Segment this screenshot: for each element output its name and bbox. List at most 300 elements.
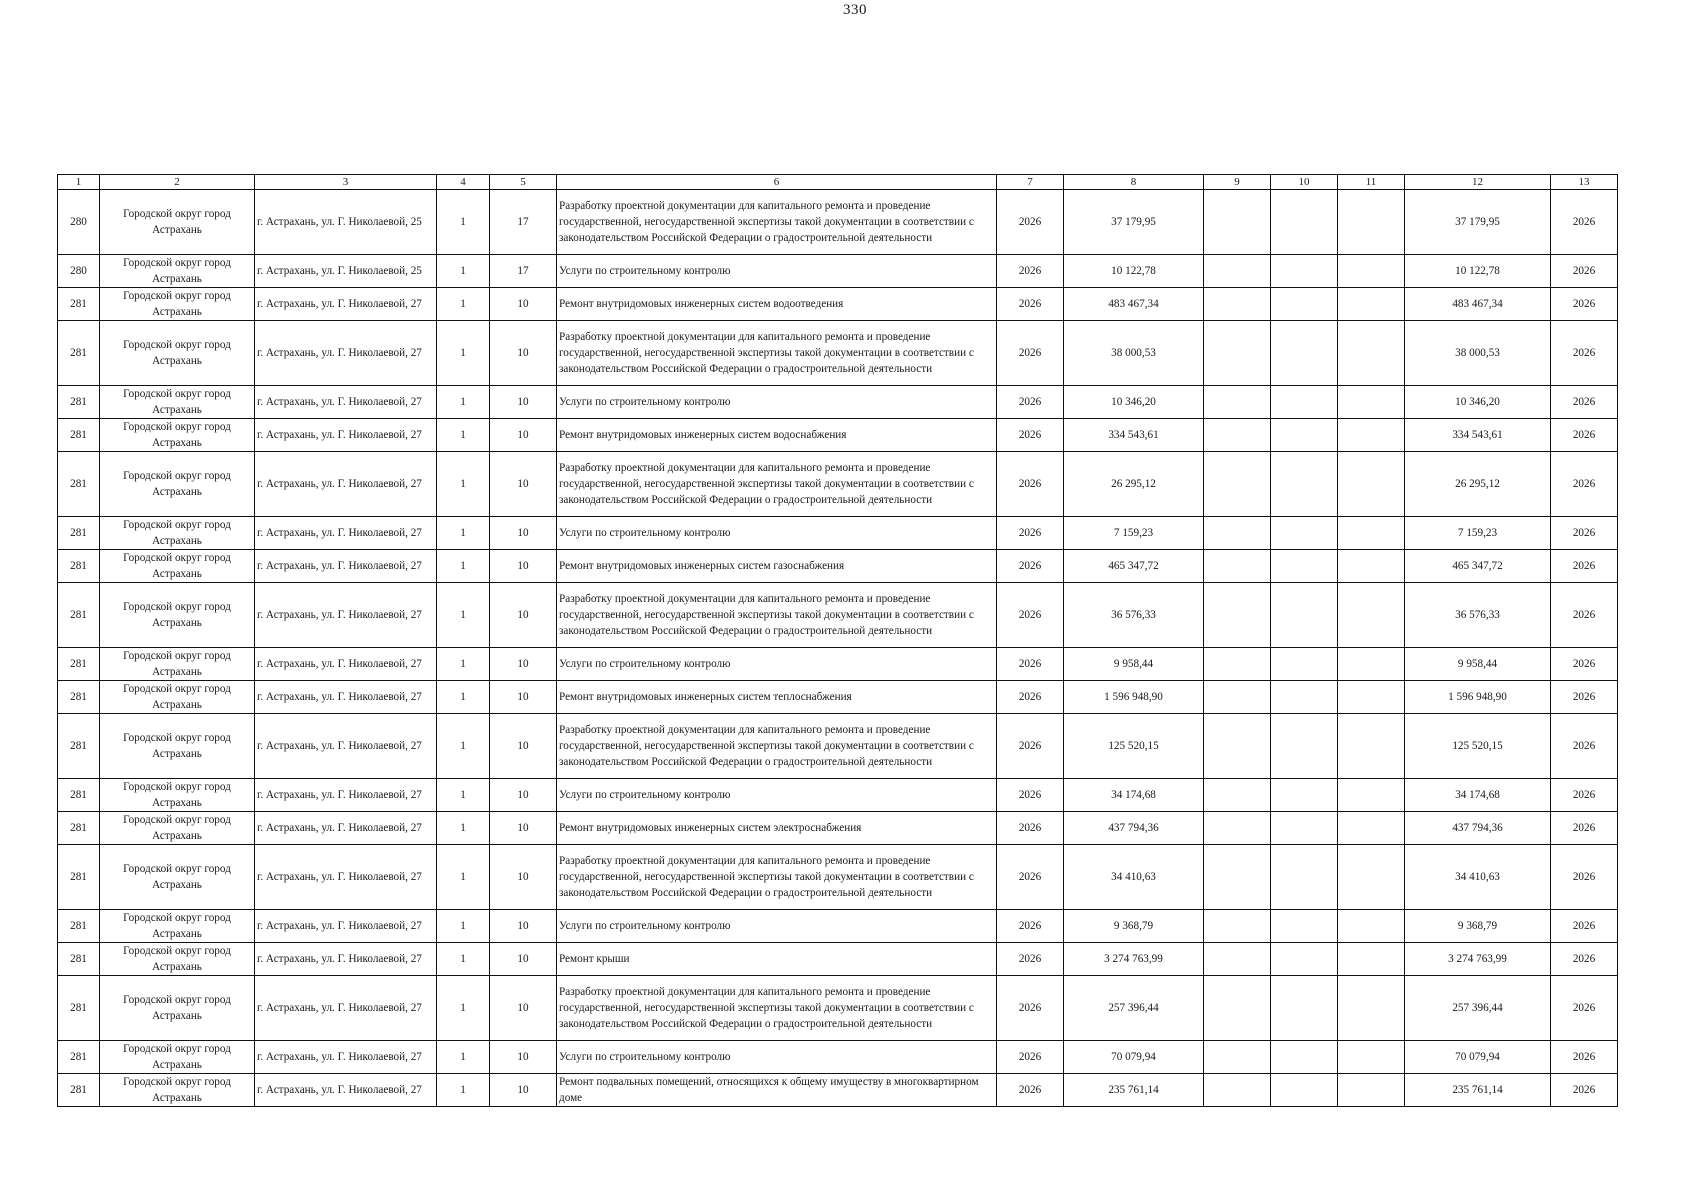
total-cost-cell: 34 174,68	[1405, 779, 1551, 812]
row-number: 281	[58, 714, 100, 779]
column-10-cell	[1271, 517, 1338, 550]
column-11-cell	[1338, 845, 1405, 910]
column-4-cell: 1	[437, 812, 490, 845]
column-4-cell: 1	[437, 648, 490, 681]
column-9-cell	[1204, 190, 1271, 255]
column-11-cell	[1338, 910, 1405, 943]
column-9-cell	[1204, 976, 1271, 1041]
year-cell: 2026	[997, 517, 1064, 550]
completion-year-cell: 2026	[1551, 583, 1618, 648]
row-number: 281	[58, 321, 100, 386]
table-row	[58, 681, 1618, 714]
work-type-cell: Услуги по строительному контролю	[557, 1041, 997, 1074]
column-9-cell	[1204, 419, 1271, 452]
municipality-cell: Городской округ город Астрахань	[100, 714, 255, 779]
total-cost-cell: 9 368,79	[1405, 910, 1551, 943]
column-5-cell: 10	[490, 321, 557, 386]
row-number: 281	[58, 550, 100, 583]
column-number-row	[58, 175, 1618, 190]
year-cell: 2026	[997, 419, 1064, 452]
table-row	[58, 910, 1618, 943]
completion-year-cell: 2026	[1551, 517, 1618, 550]
column-11-cell	[1338, 288, 1405, 321]
year-cell: 2026	[997, 943, 1064, 976]
completion-year-cell: 2026	[1551, 1041, 1618, 1074]
column-number-10: 10	[1271, 175, 1338, 190]
total-cost-cell: 483 467,34	[1405, 288, 1551, 321]
column-11-cell	[1338, 419, 1405, 452]
work-type-cell: Разработку проектной документации для капитального ремонта и проведение государственной, негосударственной экспертизы такой документации в соответствии с законодательством Российской Федерации о градостроительной деятельности	[557, 845, 997, 910]
year-cell: 2026	[997, 452, 1064, 517]
column-5-cell: 10	[490, 779, 557, 812]
completion-year-cell: 2026	[1551, 1074, 1618, 1107]
column-4-cell: 1	[437, 714, 490, 779]
column-4-cell: 1	[437, 976, 490, 1041]
column-9-cell	[1204, 1074, 1271, 1107]
table-row	[58, 779, 1618, 812]
completion-year-cell: 2026	[1551, 943, 1618, 976]
column-11-cell	[1338, 550, 1405, 583]
cost-cell: 9 958,44	[1064, 648, 1204, 681]
address-cell: г. Астрахань, ул. Г. Николаевой, 27	[255, 1041, 437, 1074]
table-row	[58, 648, 1618, 681]
column-5-cell: 10	[490, 452, 557, 517]
column-11-cell	[1338, 714, 1405, 779]
column-number-2: 2	[100, 175, 255, 190]
municipality-cell: Городской округ город Астрахань	[100, 845, 255, 910]
cost-cell: 10 346,20	[1064, 386, 1204, 419]
column-number-11: 11	[1338, 175, 1405, 190]
municipality-cell: Городской округ город Астрахань	[100, 419, 255, 452]
column-10-cell	[1271, 190, 1338, 255]
cost-cell: 437 794,36	[1064, 812, 1204, 845]
total-cost-cell: 235 761,14	[1405, 1074, 1551, 1107]
completion-year-cell: 2026	[1551, 288, 1618, 321]
address-cell: г. Астрахань, ул. Г. Николаевой, 27	[255, 976, 437, 1041]
year-cell: 2026	[997, 910, 1064, 943]
total-cost-cell: 37 179,95	[1405, 190, 1551, 255]
row-number: 281	[58, 648, 100, 681]
work-type-cell: Услуги по строительному контролю	[557, 386, 997, 419]
column-5-cell: 17	[490, 190, 557, 255]
municipality-cell: Городской округ город Астрахань	[100, 976, 255, 1041]
column-number-1: 1	[58, 175, 100, 190]
address-cell: г. Астрахань, ул. Г. Николаевой, 27	[255, 583, 437, 648]
municipality-cell: Городской округ город Астрахань	[100, 1074, 255, 1107]
column-5-cell: 10	[490, 648, 557, 681]
work-type-cell: Ремонт внутридомовых инженерных систем теплоснабжения	[557, 681, 997, 714]
completion-year-cell: 2026	[1551, 255, 1618, 288]
municipality-cell: Городской округ город Астрахань	[100, 517, 255, 550]
table-row	[58, 255, 1618, 288]
row-number: 281	[58, 681, 100, 714]
column-4-cell: 1	[437, 1041, 490, 1074]
year-cell: 2026	[997, 1074, 1064, 1107]
cost-cell: 38 000,53	[1064, 321, 1204, 386]
completion-year-cell: 2026	[1551, 321, 1618, 386]
total-cost-cell: 437 794,36	[1405, 812, 1551, 845]
column-number-12: 12	[1405, 175, 1551, 190]
work-type-cell: Разработку проектной документации для капитального ремонта и проведение государственной, негосударственной экспертизы такой документации в соответствии с законодательством Российской Федерации о градостроительной деятельности	[557, 583, 997, 648]
column-9-cell	[1204, 812, 1271, 845]
completion-year-cell: 2026	[1551, 714, 1618, 779]
column-10-cell	[1271, 943, 1338, 976]
column-10-cell	[1271, 812, 1338, 845]
column-10-cell	[1271, 386, 1338, 419]
address-cell: г. Астрахань, ул. Г. Николаевой, 25	[255, 190, 437, 255]
column-10-cell	[1271, 288, 1338, 321]
column-number-9: 9	[1204, 175, 1271, 190]
year-cell: 2026	[997, 648, 1064, 681]
address-cell: г. Астрахань, ул. Г. Николаевой, 27	[255, 812, 437, 845]
column-9-cell	[1204, 1041, 1271, 1074]
column-4-cell: 1	[437, 517, 490, 550]
cost-cell: 483 467,34	[1064, 288, 1204, 321]
column-5-cell: 17	[490, 255, 557, 288]
column-11-cell	[1338, 190, 1405, 255]
completion-year-cell: 2026	[1551, 812, 1618, 845]
cost-cell: 36 576,33	[1064, 583, 1204, 648]
row-number: 281	[58, 910, 100, 943]
column-10-cell	[1271, 452, 1338, 517]
total-cost-cell: 257 396,44	[1405, 976, 1551, 1041]
completion-year-cell: 2026	[1551, 648, 1618, 681]
address-cell: г. Астрахань, ул. Г. Николаевой, 27	[255, 517, 437, 550]
table-row	[58, 386, 1618, 419]
column-9-cell	[1204, 779, 1271, 812]
municipality-cell: Городской округ город Астрахань	[100, 288, 255, 321]
column-9-cell	[1204, 321, 1271, 386]
municipality-cell: Городской округ город Астрахань	[100, 386, 255, 419]
column-5-cell: 10	[490, 1074, 557, 1107]
column-4-cell: 1	[437, 550, 490, 583]
table-row	[58, 812, 1618, 845]
municipality-cell: Городской округ город Астрахань	[100, 681, 255, 714]
column-11-cell	[1338, 648, 1405, 681]
column-11-cell	[1338, 1041, 1405, 1074]
row-number: 281	[58, 583, 100, 648]
column-9-cell	[1204, 845, 1271, 910]
completion-year-cell: 2026	[1551, 976, 1618, 1041]
row-number: 280	[58, 255, 100, 288]
column-9-cell	[1204, 288, 1271, 321]
total-cost-cell: 26 295,12	[1405, 452, 1551, 517]
address-cell: г. Астрахань, ул. Г. Николаевой, 27	[255, 943, 437, 976]
year-cell: 2026	[997, 321, 1064, 386]
column-10-cell	[1271, 419, 1338, 452]
municipality-cell: Городской округ город Астрахань	[100, 943, 255, 976]
work-type-cell: Услуги по строительному контролю	[557, 517, 997, 550]
column-10-cell	[1271, 845, 1338, 910]
column-number-3: 3	[255, 175, 437, 190]
work-type-cell: Ремонт внутридомовых инженерных систем водоотведения	[557, 288, 997, 321]
work-type-cell: Услуги по строительному контролю	[557, 255, 997, 288]
column-11-cell	[1338, 583, 1405, 648]
column-number-5: 5	[490, 175, 557, 190]
column-10-cell	[1271, 1074, 1338, 1107]
work-type-cell: Услуги по строительному контролю	[557, 910, 997, 943]
year-cell: 2026	[997, 190, 1064, 255]
work-type-cell: Разработку проектной документации для капитального ремонта и проведение государственной, негосударственной экспертизы такой документации в соответствии с законодательством Российской Федерации о градостроительной деятельности	[557, 452, 997, 517]
work-type-cell: Ремонт крыши	[557, 943, 997, 976]
table-row	[58, 943, 1618, 976]
cost-cell: 10 122,78	[1064, 255, 1204, 288]
cost-cell: 9 368,79	[1064, 910, 1204, 943]
column-4-cell: 1	[437, 190, 490, 255]
cost-cell: 235 761,14	[1064, 1074, 1204, 1107]
table-row	[58, 190, 1618, 255]
column-5-cell: 10	[490, 550, 557, 583]
column-9-cell	[1204, 583, 1271, 648]
cost-cell: 7 159,23	[1064, 517, 1204, 550]
address-cell: г. Астрахань, ул. Г. Николаевой, 27	[255, 288, 437, 321]
municipality-cell: Городской округ город Астрахань	[100, 255, 255, 288]
column-10-cell	[1271, 321, 1338, 386]
column-5-cell: 10	[490, 583, 557, 648]
row-number: 281	[58, 845, 100, 910]
completion-year-cell: 2026	[1551, 452, 1618, 517]
column-11-cell	[1338, 255, 1405, 288]
row-number: 281	[58, 288, 100, 321]
municipality-cell: Городской округ город Астрахань	[100, 648, 255, 681]
address-cell: г. Астрахань, ул. Г. Николаевой, 25	[255, 255, 437, 288]
column-10-cell	[1271, 255, 1338, 288]
table-row	[58, 845, 1618, 910]
column-11-cell	[1338, 681, 1405, 714]
column-4-cell: 1	[437, 845, 490, 910]
table-row	[58, 288, 1618, 321]
year-cell: 2026	[997, 681, 1064, 714]
total-cost-cell: 465 347,72	[1405, 550, 1551, 583]
municipality-cell: Городской округ город Астрахань	[100, 1041, 255, 1074]
cost-cell: 257 396,44	[1064, 976, 1204, 1041]
column-9-cell	[1204, 386, 1271, 419]
column-9-cell	[1204, 714, 1271, 779]
column-9-cell	[1204, 648, 1271, 681]
cost-cell: 334 543,61	[1064, 419, 1204, 452]
column-9-cell	[1204, 255, 1271, 288]
column-10-cell	[1271, 714, 1338, 779]
total-cost-cell: 3 274 763,99	[1405, 943, 1551, 976]
column-5-cell: 10	[490, 976, 557, 1041]
table-row	[58, 714, 1618, 779]
table-row	[58, 1074, 1618, 1107]
address-cell: г. Астрахань, ул. Г. Николаевой, 27	[255, 845, 437, 910]
year-cell: 2026	[997, 779, 1064, 812]
column-4-cell: 1	[437, 943, 490, 976]
column-5-cell: 10	[490, 288, 557, 321]
completion-year-cell: 2026	[1551, 779, 1618, 812]
column-11-cell	[1338, 321, 1405, 386]
municipality-cell: Городской округ город Астрахань	[100, 550, 255, 583]
cost-cell: 34 410,63	[1064, 845, 1204, 910]
column-4-cell: 1	[437, 1074, 490, 1107]
column-10-cell	[1271, 1041, 1338, 1074]
table-row	[58, 550, 1618, 583]
row-number: 281	[58, 1074, 100, 1107]
total-cost-cell: 10 122,78	[1405, 255, 1551, 288]
column-11-cell	[1338, 812, 1405, 845]
table-body	[58, 190, 1618, 1107]
column-5-cell: 10	[490, 812, 557, 845]
table-row	[58, 419, 1618, 452]
total-cost-cell: 38 000,53	[1405, 321, 1551, 386]
column-9-cell	[1204, 943, 1271, 976]
total-cost-cell: 125 520,15	[1405, 714, 1551, 779]
address-cell: г. Астрахань, ул. Г. Николаевой, 27	[255, 1074, 437, 1107]
total-cost-cell: 334 543,61	[1405, 419, 1551, 452]
column-5-cell: 10	[490, 386, 557, 419]
municipality-cell: Городской округ город Астрахань	[100, 910, 255, 943]
address-cell: г. Астрахань, ул. Г. Николаевой, 27	[255, 714, 437, 779]
column-5-cell: 10	[490, 845, 557, 910]
municipality-cell: Городской округ город Астрахань	[100, 583, 255, 648]
total-cost-cell: 7 159,23	[1405, 517, 1551, 550]
column-4-cell: 1	[437, 681, 490, 714]
row-number: 281	[58, 943, 100, 976]
cost-cell: 3 274 763,99	[1064, 943, 1204, 976]
work-type-cell: Ремонт внутридомовых инженерных систем электроснабжения	[557, 812, 997, 845]
column-11-cell	[1338, 943, 1405, 976]
work-type-cell: Разработку проектной документации для капитального ремонта и проведение государственной, негосударственной экспертизы такой документации в соответствии с законодательством Российской Федерации о градостроительной деятельности	[557, 714, 997, 779]
work-type-cell: Разработку проектной документации для капитального ремонта и проведение государственной, негосударственной экспертизы такой документации в соответствии с законодательством Российской Федерации о градостроительной деятельности	[557, 190, 997, 255]
column-10-cell	[1271, 583, 1338, 648]
column-9-cell	[1204, 681, 1271, 714]
cost-cell: 34 174,68	[1064, 779, 1204, 812]
total-cost-cell: 70 079,94	[1405, 1041, 1551, 1074]
column-5-cell: 10	[490, 1041, 557, 1074]
column-9-cell	[1204, 910, 1271, 943]
cost-cell: 26 295,12	[1064, 452, 1204, 517]
column-10-cell	[1271, 550, 1338, 583]
column-5-cell: 10	[490, 517, 557, 550]
year-cell: 2026	[997, 812, 1064, 845]
row-number: 281	[58, 779, 100, 812]
column-11-cell	[1338, 976, 1405, 1041]
address-cell: г. Астрахань, ул. Г. Николаевой, 27	[255, 681, 437, 714]
year-cell: 2026	[997, 976, 1064, 1041]
row-number: 281	[58, 419, 100, 452]
table-row	[58, 517, 1618, 550]
column-number-6: 6	[557, 175, 997, 190]
total-cost-cell: 36 576,33	[1405, 583, 1551, 648]
cost-cell: 465 347,72	[1064, 550, 1204, 583]
year-cell: 2026	[997, 583, 1064, 648]
work-type-cell: Услуги по строительному контролю	[557, 779, 997, 812]
column-4-cell: 1	[437, 288, 490, 321]
completion-year-cell: 2026	[1551, 550, 1618, 583]
completion-year-cell: 2026	[1551, 910, 1618, 943]
page-number: 330	[843, 2, 867, 18]
column-4-cell: 1	[437, 255, 490, 288]
column-9-cell	[1204, 517, 1271, 550]
municipality-cell: Городской округ город Астрахань	[100, 190, 255, 255]
cost-cell: 1 596 948,90	[1064, 681, 1204, 714]
municipality-cell: Городской округ город Астрахань	[100, 452, 255, 517]
column-number-4: 4	[437, 175, 490, 190]
column-10-cell	[1271, 910, 1338, 943]
column-4-cell: 1	[437, 583, 490, 648]
data-table	[57, 174, 1618, 1107]
address-cell: г. Астрахань, ул. Г. Николаевой, 27	[255, 386, 437, 419]
column-number-7: 7	[997, 175, 1064, 190]
table-row	[58, 583, 1618, 648]
work-type-cell: Ремонт подвальных помещений, относящихся к общему имуществу в многоквартирном доме	[557, 1074, 997, 1107]
column-5-cell: 10	[490, 681, 557, 714]
address-cell: г. Астрахань, ул. Г. Николаевой, 27	[255, 648, 437, 681]
column-11-cell	[1338, 452, 1405, 517]
column-4-cell: 1	[437, 452, 490, 517]
column-9-cell	[1204, 550, 1271, 583]
column-number-8: 8	[1064, 175, 1204, 190]
capital-repair-table	[57, 174, 1617, 1107]
row-number: 281	[58, 452, 100, 517]
address-cell: г. Астрахань, ул. Г. Николаевой, 27	[255, 550, 437, 583]
cost-cell: 37 179,95	[1064, 190, 1204, 255]
completion-year-cell: 2026	[1551, 190, 1618, 255]
work-type-cell: Разработку проектной документации для капитального ремонта и проведение государственной, негосударственной экспертизы такой документации в соответствии с законодательством Российской Федерации о градостроительной деятельности	[557, 321, 997, 386]
year-cell: 2026	[997, 386, 1064, 419]
row-number: 281	[58, 1041, 100, 1074]
row-number: 281	[58, 812, 100, 845]
year-cell: 2026	[997, 845, 1064, 910]
total-cost-cell: 34 410,63	[1405, 845, 1551, 910]
column-10-cell	[1271, 976, 1338, 1041]
column-4-cell: 1	[437, 779, 490, 812]
column-9-cell	[1204, 452, 1271, 517]
work-type-cell: Разработку проектной документации для капитального ремонта и проведение государственной, негосударственной экспертизы такой документации в соответствии с законодательством Российской Федерации о градостроительной деятельности	[557, 976, 997, 1041]
row-number: 280	[58, 190, 100, 255]
column-10-cell	[1271, 681, 1338, 714]
row-number: 281	[58, 386, 100, 419]
completion-year-cell: 2026	[1551, 681, 1618, 714]
column-10-cell	[1271, 648, 1338, 681]
work-type-cell: Услуги по строительному контролю	[557, 648, 997, 681]
year-cell: 2026	[997, 714, 1064, 779]
work-type-cell: Ремонт внутридомовых инженерных систем водоснабжения	[557, 419, 997, 452]
year-cell: 2026	[997, 288, 1064, 321]
year-cell: 2026	[997, 1041, 1064, 1074]
municipality-cell: Городской округ город Астрахань	[100, 779, 255, 812]
table-row	[58, 321, 1618, 386]
total-cost-cell: 10 346,20	[1405, 386, 1551, 419]
column-5-cell: 10	[490, 943, 557, 976]
column-5-cell: 10	[490, 910, 557, 943]
column-11-cell	[1338, 1074, 1405, 1107]
address-cell: г. Астрахань, ул. Г. Николаевой, 27	[255, 419, 437, 452]
address-cell: г. Астрахань, ул. Г. Николаевой, 27	[255, 779, 437, 812]
column-4-cell: 1	[437, 910, 490, 943]
total-cost-cell: 1 596 948,90	[1405, 681, 1551, 714]
row-number: 281	[58, 976, 100, 1041]
column-number-13: 13	[1551, 175, 1618, 190]
column-4-cell: 1	[437, 386, 490, 419]
total-cost-cell: 9 958,44	[1405, 648, 1551, 681]
table-row	[58, 1041, 1618, 1074]
column-4-cell: 1	[437, 321, 490, 386]
completion-year-cell: 2026	[1551, 386, 1618, 419]
work-type-cell: Ремонт внутридомовых инженерных систем газоснабжения	[557, 550, 997, 583]
address-cell: г. Астрахань, ул. Г. Николаевой, 27	[255, 910, 437, 943]
address-cell: г. Астрахань, ул. Г. Николаевой, 27	[255, 452, 437, 517]
column-11-cell	[1338, 517, 1405, 550]
column-5-cell: 10	[490, 714, 557, 779]
cost-cell: 125 520,15	[1064, 714, 1204, 779]
column-11-cell	[1338, 779, 1405, 812]
column-4-cell: 1	[437, 419, 490, 452]
municipality-cell: Городской округ город Астрахань	[100, 321, 255, 386]
year-cell: 2026	[997, 255, 1064, 288]
